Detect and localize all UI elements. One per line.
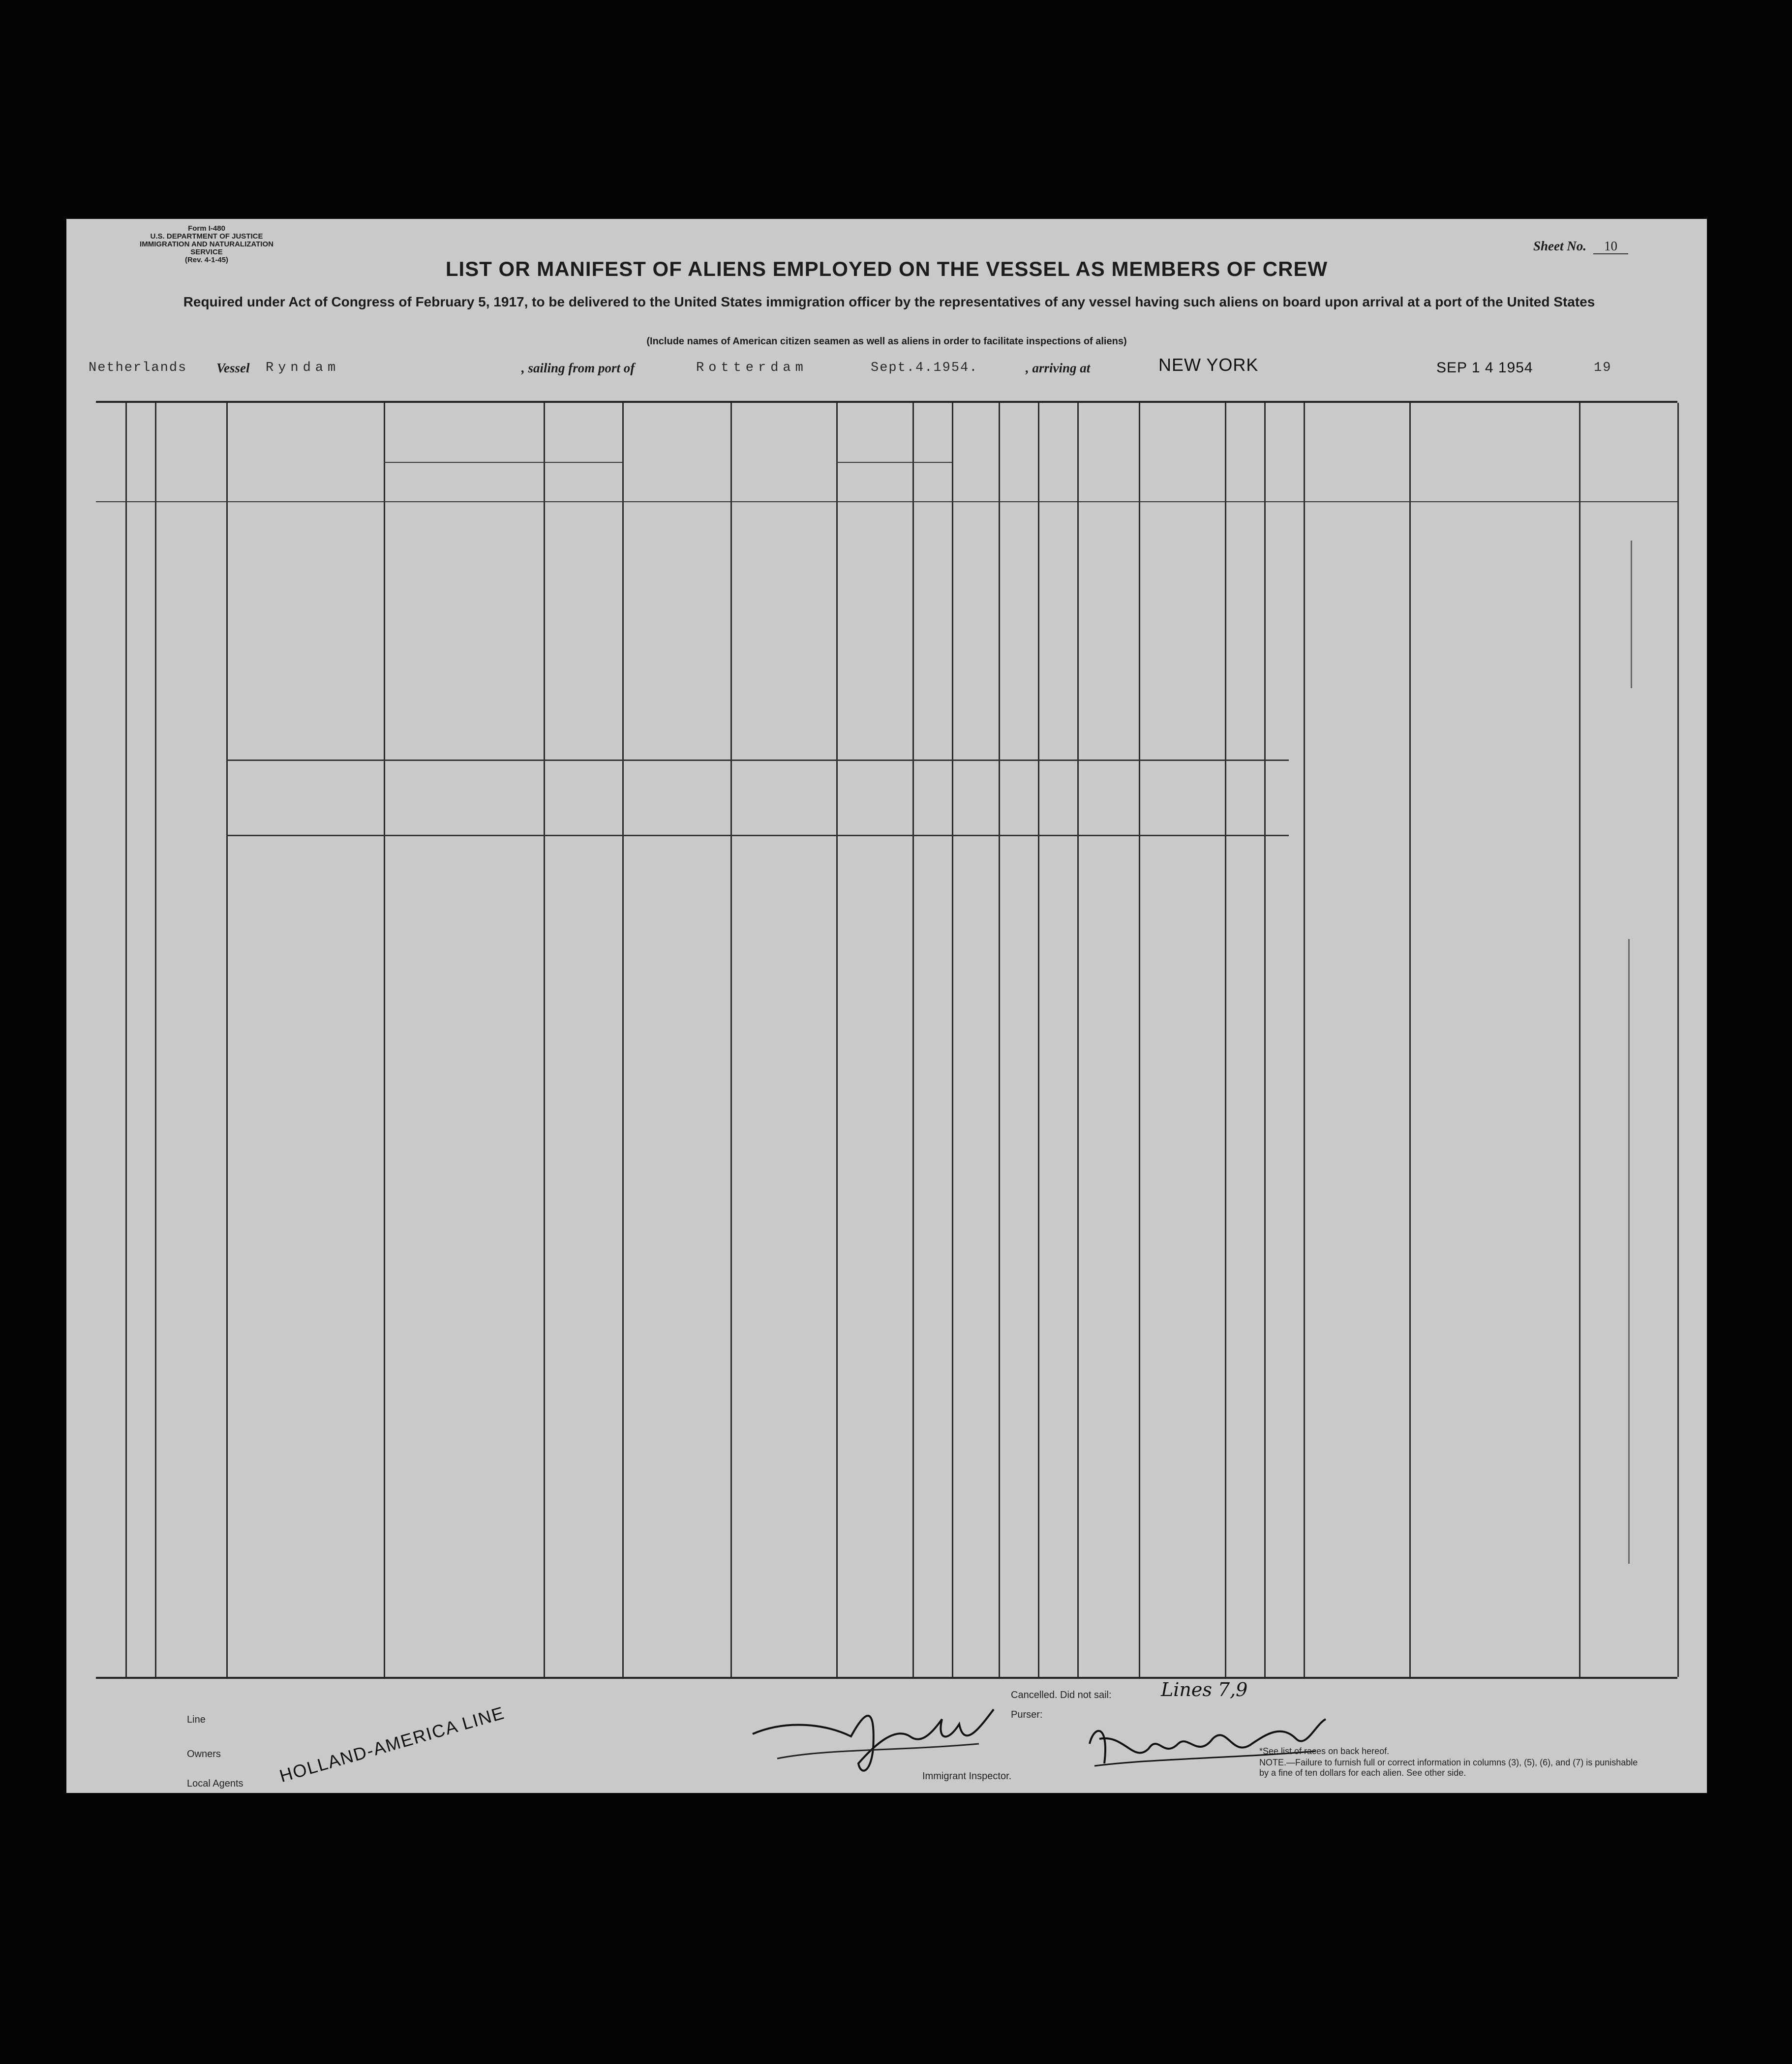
- column-rule: [1139, 403, 1140, 1677]
- inspector-signature: [748, 1690, 1003, 1783]
- race-note: *See list of races on back hereof.: [1259, 1746, 1390, 1756]
- column-rule: [125, 403, 127, 1677]
- subheader-rule: [384, 462, 622, 463]
- service: IMMIGRATION AND NATURALIZATION SERVICE: [140, 240, 273, 256]
- sheet-value: 10: [1593, 239, 1628, 254]
- include-note: (Include names of American citizen seamen as well as aliens in order to facilitate inspections of aliens): [646, 336, 1127, 347]
- sailing-label: , sailing from port of: [521, 361, 635, 375]
- column-rule: [730, 403, 732, 1677]
- sailing-port: Rotterdam: [696, 361, 808, 375]
- cancelled-lines: Lines 7,9: [1161, 1679, 1248, 1700]
- column-rule: [622, 403, 624, 1677]
- column-rule: [1077, 403, 1079, 1677]
- column-rule: [1225, 403, 1226, 1677]
- column-rule: [999, 403, 1000, 1677]
- page-title: LIST OR MANIFEST OF ALIENS EMPLOYED ON THE VESSEL AS MEMBERS OF CREW: [445, 257, 1328, 280]
- column-rule: [155, 403, 156, 1677]
- column-rule: [912, 403, 914, 1677]
- sheet-label: Sheet No.: [1533, 239, 1586, 253]
- owners-label: Owners: [187, 1749, 221, 1760]
- purser-label: Purser:: [1011, 1709, 1043, 1720]
- manifest-sheet: [66, 219, 1707, 1793]
- strike-through: [226, 759, 1289, 761]
- column-rule: [952, 403, 953, 1677]
- vessel-line: [89, 355, 1658, 380]
- column-rule: [226, 403, 228, 1677]
- arriving-label: , arriving at: [1026, 361, 1091, 375]
- column-rule: [836, 403, 838, 1677]
- cancelled-label: Cancelled. Did not sail:: [1011, 1690, 1112, 1700]
- arrival-port: NEW YORK: [1158, 355, 1259, 375]
- penalty-note: NOTE.—Failure to furnish full or correct information in columns (3), (5), (6), and (7) is punishable by a fine of ten dollars for each alien. See other side.: [1259, 1758, 1638, 1778]
- header-rule: [96, 501, 1677, 502]
- line-stamp: HOLLAND-AMERICA LINE: [277, 1702, 507, 1787]
- department: U.S. DEPARTMENT OF JUSTICE: [150, 232, 263, 241]
- column-rule: [1409, 403, 1411, 1677]
- strike-through: [226, 835, 1289, 836]
- form-number: Form I-480: [188, 224, 225, 233]
- page-subtitle: Required under Act of Congress of February 5, 1917, to be delivered to the United States immigration officer by the representatives of any vessel having such aliens on board upon arrival at a port of the United States: [183, 294, 1595, 309]
- column-rule: [1264, 403, 1266, 1677]
- vessel-flag: Netherlands: [89, 361, 187, 375]
- column-rule: [544, 403, 545, 1677]
- inspector-label: Immigrant Inspector.: [922, 1771, 1012, 1782]
- crew-table: [96, 401, 1677, 1679]
- year-suffix: 19: [1594, 361, 1612, 375]
- column-rule: [384, 403, 385, 1677]
- local-agents-label: Local Agents: [187, 1778, 243, 1789]
- arrival-date: SEP 1 4 1954: [1436, 360, 1533, 376]
- column-rule: [1677, 403, 1679, 1677]
- pencil-mark: [1628, 939, 1630, 1564]
- sailing-date: Sept.4.1954.: [871, 361, 978, 375]
- subheader-rule: [836, 462, 952, 463]
- sheet-number: [1533, 239, 1628, 254]
- column-rule: [1304, 403, 1305, 1677]
- vessel-label: Vessel: [216, 361, 250, 375]
- column-rule: [1579, 403, 1580, 1677]
- pencil-mark: [1631, 541, 1632, 688]
- form-revision: (Rev. 4-1-45): [184, 256, 229, 264]
- column-rule: [1038, 403, 1039, 1677]
- line-label: Line: [187, 1714, 206, 1725]
- vessel-name: Ryndam: [266, 361, 340, 375]
